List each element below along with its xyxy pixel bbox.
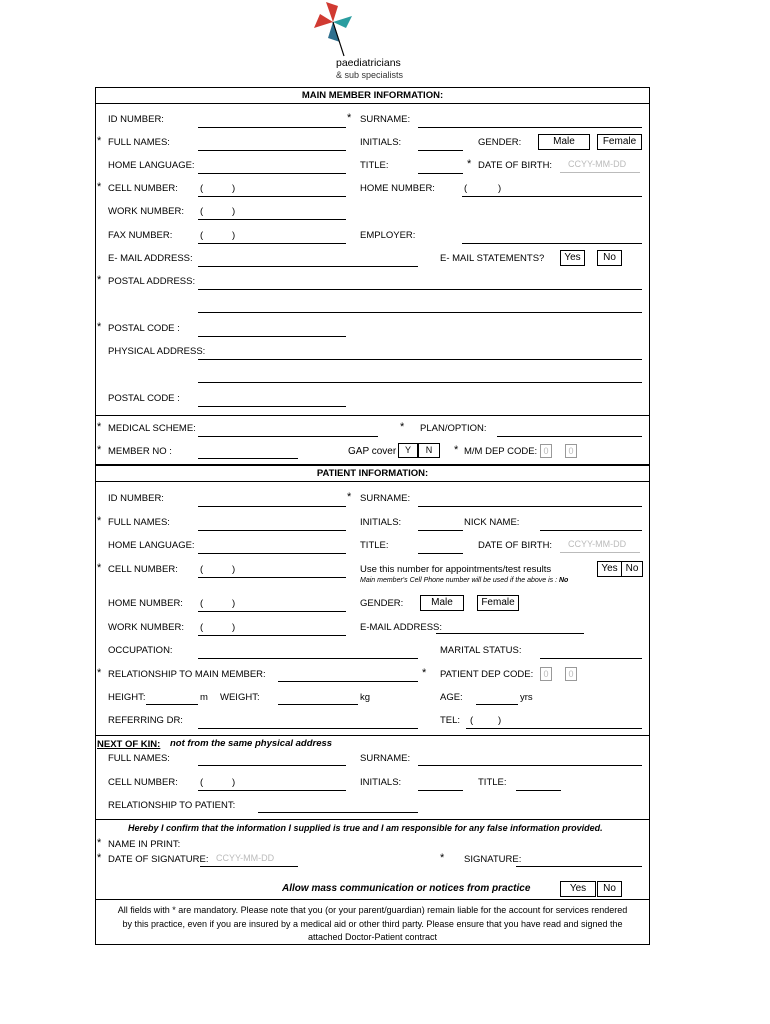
gap-cover-no[interactable]: N [418, 443, 440, 458]
label: ID NUMBER: [108, 493, 164, 504]
label: FAX NUMBER: [108, 230, 173, 241]
label: RELATIONSHIP TO PATIENT: [108, 800, 236, 811]
label: ID NUMBER: [108, 114, 164, 125]
label: WORK NUMBER: [108, 206, 184, 217]
signature-field[interactable] [516, 866, 642, 867]
postal-address-line-1[interactable] [198, 289, 642, 290]
relationship-field[interactable] [278, 681, 418, 682]
paren: ) [498, 183, 502, 194]
kin-surname-field[interactable] [418, 765, 642, 766]
patient-dob-line [560, 552, 640, 553]
label: TITLE: [360, 160, 389, 171]
dob-field[interactable]: CCYY-MM-DD [568, 159, 627, 169]
patient-initials-field[interactable] [418, 530, 463, 531]
physical-postal-code-field[interactable] [198, 406, 346, 407]
email-field[interactable] [198, 266, 418, 267]
home-number-field[interactable] [462, 196, 642, 197]
use-number-no[interactable]: No [621, 561, 643, 577]
label: SURNAME: [360, 114, 411, 125]
home-language-field[interactable] [198, 173, 346, 174]
label: HOME NUMBER: [360, 183, 435, 194]
required-mark: * [347, 491, 352, 503]
required-mark: * [97, 181, 102, 193]
kin-title-field[interactable] [516, 790, 561, 791]
label: WEIGHT: [220, 692, 260, 703]
label: FULL NAMES: [108, 753, 170, 764]
main-member-title: MAIN MEMBER INFORMATION: [301, 90, 444, 101]
footer-line-1: All fields with * are mandatory. Please note that you (or your parent/guardian) remain liable for the account for services rendered [117, 905, 628, 915]
employer-field[interactable] [462, 243, 642, 244]
medical-scheme-field[interactable] [198, 436, 378, 437]
paren: ) [232, 777, 236, 788]
member-no-field[interactable] [198, 458, 298, 459]
postal-address-line-2[interactable] [198, 312, 642, 313]
height-field[interactable] [146, 704, 198, 705]
patient-title: PATIENT INFORMATION: [316, 468, 429, 479]
pinwheel-icon [312, 0, 354, 58]
patient-title-field[interactable] [418, 553, 463, 554]
label: MEMBER NO : [108, 446, 172, 457]
date-sig-line [200, 866, 298, 867]
mass-communication-yes[interactable]: Yes [560, 881, 596, 897]
required-mark: * [97, 667, 102, 679]
label: TEL: [440, 715, 461, 726]
label: SIGNATURE: [464, 854, 522, 865]
gap-cover-yes[interactable]: Y [398, 443, 418, 458]
plan-option-field[interactable] [497, 436, 642, 437]
kin-initials-field[interactable] [418, 790, 463, 791]
initials-field[interactable] [418, 150, 463, 151]
fax-number-field[interactable] [198, 243, 346, 244]
patient-dob-field[interactable]: CCYY-MM-DD [568, 539, 627, 549]
label: REFERRING DR: [108, 715, 183, 726]
patient-home-number-field[interactable] [198, 611, 346, 612]
required-mark: * [440, 852, 445, 864]
dep-code-digit-1[interactable]: 0 [540, 444, 552, 458]
patient-work-number-field[interactable] [198, 635, 346, 636]
label: GENDER: [360, 598, 404, 609]
label: SURNAME: [360, 493, 411, 504]
gender-male-box[interactable]: Male [538, 134, 590, 150]
date-of-signature-field[interactable]: CCYY-MM-DD [216, 853, 275, 863]
required-mark: * [400, 421, 405, 433]
label: CELL NUMBER: [108, 183, 178, 194]
label: kg [360, 692, 371, 703]
label: TITLE: [478, 777, 507, 788]
patient-id-field[interactable] [198, 506, 346, 507]
label: RELATIONSHIP TO MAIN MEMBER: [108, 669, 266, 680]
logo-name: paediatricians [336, 57, 401, 69]
required-mark: * [347, 112, 352, 124]
kin-relationship-field[interactable] [258, 812, 418, 813]
label: E- MAIL ADDRESS: [108, 253, 193, 264]
nick-name-field[interactable] [540, 530, 642, 531]
label: SURNAME: [360, 753, 411, 764]
footer-line-3: attached Doctor-Patient contract [307, 932, 438, 942]
label: PATIENT DEP CODE: [440, 669, 534, 680]
paren: ( [200, 230, 204, 241]
cell-note [360, 575, 568, 586]
postal-code-field[interactable] [198, 336, 346, 337]
paren: ) [232, 598, 236, 609]
required-mark: * [97, 837, 102, 849]
mass-communication-no[interactable]: No [597, 881, 622, 897]
required-mark: * [422, 667, 427, 679]
logo [300, 0, 430, 84]
label: EMPLOYER: [360, 230, 416, 241]
label: E- MAIL STATEMENTS? [440, 253, 545, 264]
next-of-kin-title: NEXT OF KIN: [97, 739, 161, 750]
label: TITLE: [360, 540, 389, 551]
title-field[interactable] [418, 173, 463, 174]
next-of-kin-note: not from the same physical address [170, 738, 333, 749]
label: GENDER: [478, 137, 522, 148]
label: WORK NUMBER: [108, 622, 184, 633]
occupation-field[interactable] [198, 658, 418, 659]
paren: ( [200, 564, 204, 575]
paren: ) [232, 206, 236, 217]
required-mark: * [97, 515, 102, 527]
paren: ) [232, 230, 236, 241]
tel-field[interactable] [466, 728, 642, 729]
paren: ) [232, 622, 236, 633]
paren: ( [200, 598, 204, 609]
label: CELL NUMBER: [108, 777, 178, 788]
label: GAP cover [348, 446, 397, 457]
label: E-MAIL ADDRESS: [360, 622, 443, 633]
paren: ( [200, 206, 204, 217]
surname-field[interactable] [418, 127, 642, 128]
patient-cell-field[interactable] [198, 577, 346, 578]
paren: ( [200, 777, 204, 788]
required-mark: * [454, 444, 459, 456]
required-mark: * [97, 421, 102, 433]
marital-status-field[interactable] [540, 658, 642, 659]
id-number-field[interactable] [198, 127, 346, 128]
patient-dep-digit-1[interactable]: 0 [540, 667, 552, 681]
label: HOME NUMBER: [108, 598, 183, 609]
logo-sub: & sub specialists [336, 70, 404, 80]
paren: ( [464, 183, 468, 194]
label: NICK NAME: [464, 517, 520, 528]
age-field[interactable] [476, 704, 518, 705]
label: FULL NAMES: [108, 517, 170, 528]
paren: ) [232, 183, 236, 194]
label: AGE: [440, 692, 463, 703]
required-mark: * [467, 158, 472, 170]
referring-dr-field[interactable] [198, 728, 418, 729]
label: POSTAL ADDRESS: [108, 276, 196, 287]
patient-gender-female[interactable]: Female [477, 595, 519, 611]
label: INITIALS: [360, 517, 402, 528]
patient-full-names-field[interactable] [198, 530, 346, 531]
label: POSTAL CODE : [108, 393, 180, 404]
dep-code-digit-2[interactable]: 0 [565, 444, 577, 458]
label: M/M DEP CODE: [464, 446, 538, 457]
gender-female-box[interactable]: Female [597, 134, 642, 150]
paren: ) [498, 715, 502, 726]
label: HEIGHT: [108, 692, 146, 703]
label: CELL NUMBER: [108, 564, 178, 575]
cell-number-field[interactable] [198, 196, 346, 197]
label: MARITAL STATUS: [440, 645, 522, 656]
required-mark: * [97, 562, 102, 574]
paren: ( [470, 715, 474, 726]
required-mark: * [97, 852, 102, 864]
label: DATE OF BIRTH: [478, 540, 553, 551]
required-mark: * [97, 444, 102, 456]
label: MEDICAL SCHEME: [108, 423, 196, 434]
label: POSTAL CODE : [108, 323, 180, 334]
label: FULL NAMES: [108, 137, 170, 148]
full-names-field[interactable] [198, 150, 346, 151]
footer-line-2: by this practice, even if you are insured by a medical aid or other third party. Please ensure that you have read and signed the [122, 919, 623, 929]
required-mark: * [97, 274, 102, 286]
cell-note-text: Main member's Cell Phone number will be used if the above is : [360, 577, 558, 584]
label: HOME LANGUAGE: [108, 540, 195, 551]
label: INITIALS: [360, 777, 402, 788]
patient-surname-field[interactable] [418, 506, 642, 507]
physical-address-line-1[interactable] [198, 359, 642, 360]
weight-field[interactable] [278, 704, 358, 705]
email-statements-no[interactable]: No [597, 250, 622, 266]
label: HOME LANGUAGE: [108, 160, 195, 171]
label: m [200, 692, 208, 703]
patient-gender-male[interactable]: Male [420, 595, 464, 611]
use-number-label: Use this number for appointments/test results [360, 564, 552, 575]
label: DATE OF SIGNATURE: [108, 854, 209, 865]
kin-cell-field[interactable] [198, 790, 346, 791]
label: DATE OF BIRTH: [478, 160, 553, 171]
use-number-yes[interactable]: Yes [597, 561, 622, 577]
required-mark: * [97, 321, 102, 333]
physical-address-line-2[interactable] [198, 382, 642, 383]
label: INITIALS: [360, 137, 402, 148]
email-statements-yes[interactable]: Yes [560, 250, 585, 266]
paren: ) [232, 564, 236, 575]
work-number-field[interactable] [198, 219, 346, 220]
paren: ( [200, 622, 204, 633]
required-mark: * [97, 135, 102, 147]
paren: ( [200, 183, 204, 194]
patient-dep-digit-2[interactable]: 0 [565, 667, 577, 681]
label: yrs [520, 692, 533, 703]
patient-home-language-field[interactable] [198, 553, 346, 554]
confirmation-statement: Hereby I confirm that the information I supplied is true and I am responsible for any false information provided. [128, 823, 603, 833]
dob-line [560, 172, 640, 173]
label: PHYSICAL ADDRESS: [108, 346, 206, 357]
cell-note-no: No [559, 577, 569, 584]
label: PLAN/OPTION: [420, 423, 487, 434]
label: OCCUPATION: [108, 645, 173, 656]
patient-email-field[interactable] [436, 633, 584, 634]
mass-communication-label: Allow mass communication or notices from practice [282, 883, 531, 894]
kin-full-names-field[interactable] [198, 765, 346, 766]
label: NAME IN PRINT: [108, 839, 181, 850]
